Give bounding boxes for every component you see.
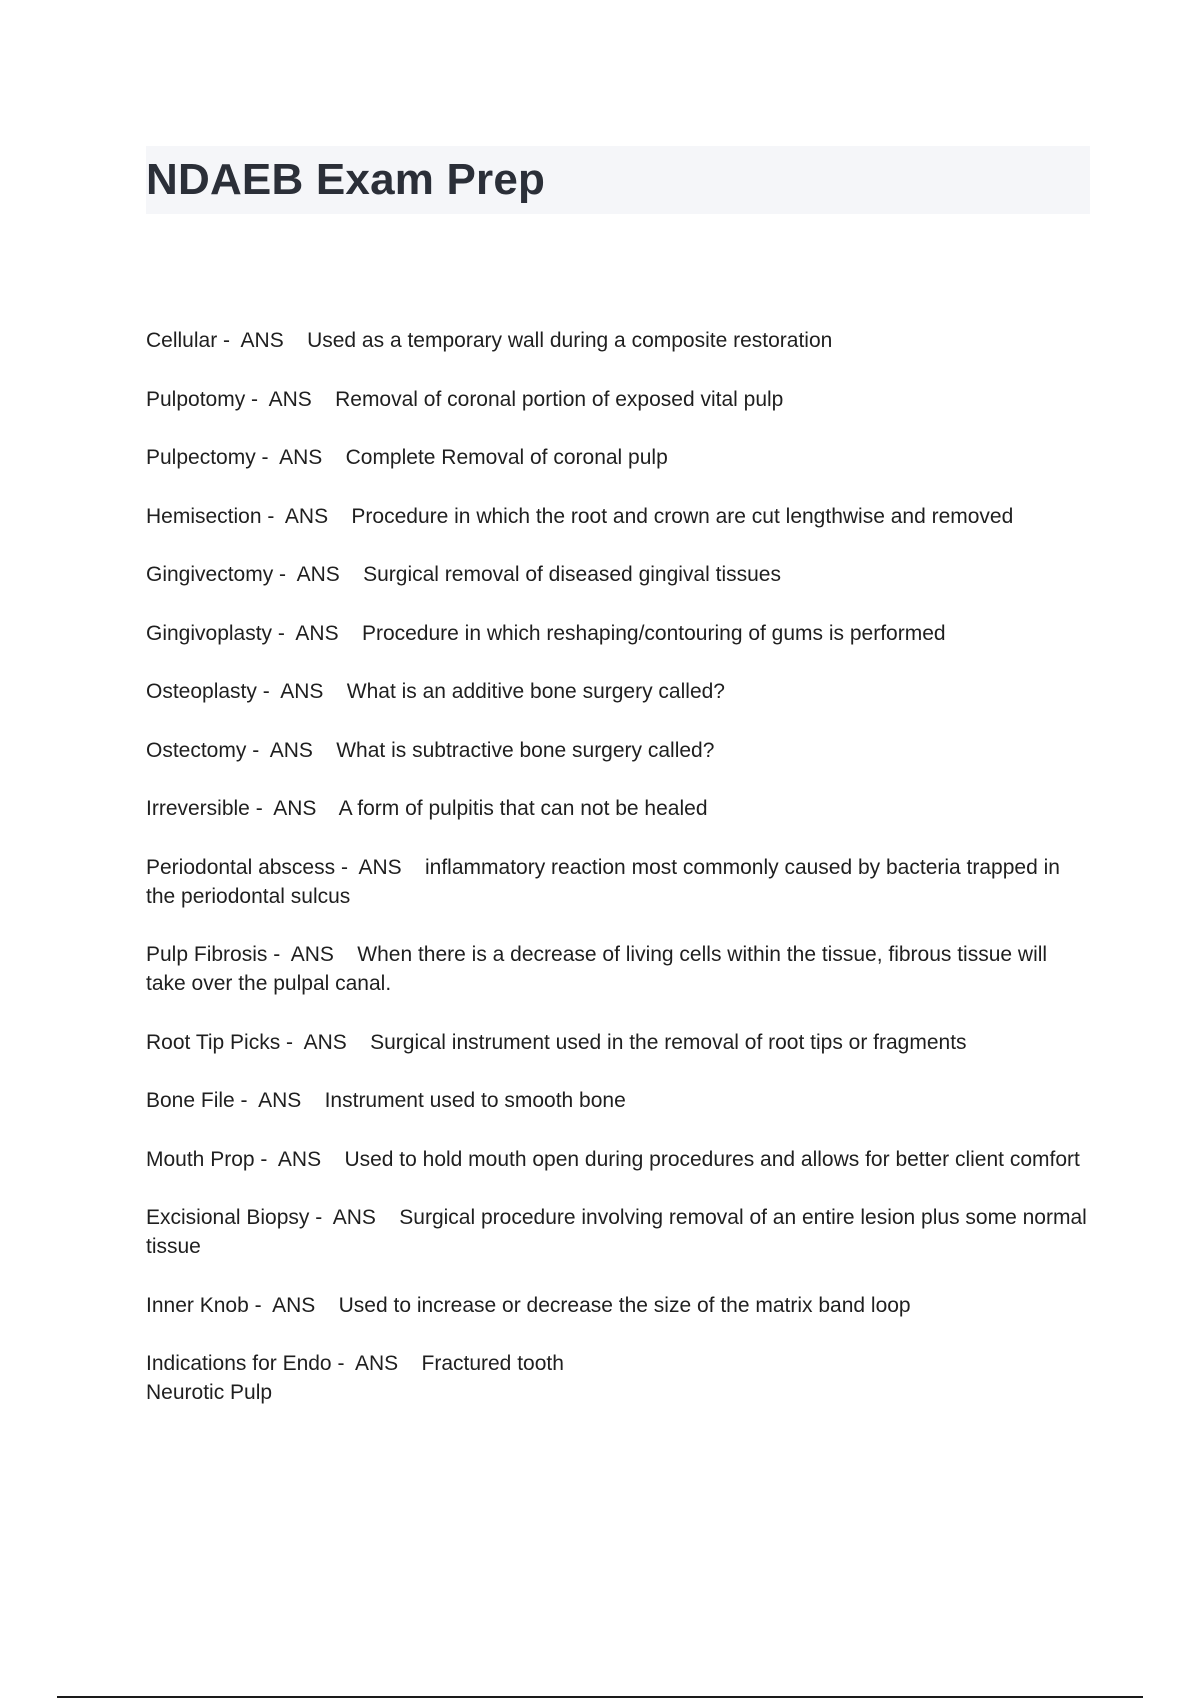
- answer-text: Instrument used to smooth bone: [324, 1089, 626, 1112]
- answer-marker: ANS: [269, 738, 313, 762]
- list-item: [146, 940, 1090, 998]
- answer-marker: ANS: [279, 446, 323, 469]
- separator: -: [249, 797, 274, 820]
- separator: -: [255, 446, 280, 469]
- page-title: NDAEB Exam Prep: [146, 155, 546, 204]
- term-text: Irreversible: [146, 797, 250, 820]
- term-text: Pulpectomy: [146, 446, 256, 469]
- term-text: Gingivectomy: [146, 563, 274, 586]
- separator: [402, 856, 425, 879]
- separator: [312, 388, 335, 411]
- separator: [376, 1206, 399, 1229]
- answer-marker: ANS: [290, 943, 334, 966]
- list-item: [146, 326, 1090, 355]
- separator: -: [280, 1030, 304, 1054]
- answer-marker: ANS: [358, 855, 402, 879]
- separator: [313, 739, 336, 762]
- answer-text: Fractured tooth Neurotic Pulp: [146, 1352, 564, 1404]
- answer-marker: ANS: [280, 680, 324, 703]
- answer-text: When there is a decrease of living cells within the tissue, fibrous tissue will take over the pulpal canal.: [146, 943, 1048, 995]
- list-item: [146, 1145, 1090, 1174]
- separator: [347, 1031, 370, 1054]
- term-text: Indications for Endo: [146, 1352, 332, 1375]
- separator: -: [217, 329, 241, 352]
- answer-text: Surgical removal of diseased gingival tissues: [363, 563, 781, 586]
- separator: [284, 329, 307, 352]
- answer-text: What is an additive bone surgery called?: [346, 680, 725, 703]
- answer-marker: ANS: [332, 1206, 376, 1229]
- separator: -: [248, 1293, 273, 1317]
- separator: -: [254, 1147, 278, 1171]
- list-item: [146, 853, 1090, 911]
- separator: [315, 1294, 338, 1317]
- answer-text: Used to hold mouth open during procedures and allows for better client comfort: [344, 1147, 1080, 1171]
- answer-marker: ANS: [273, 797, 317, 820]
- separator: -: [331, 1352, 355, 1375]
- answer-text: Procedure in which the root and crown are cut lengthwise and removed: [351, 504, 1014, 528]
- list-item: [146, 1203, 1090, 1261]
- separator: [398, 1352, 421, 1375]
- answer-text: A form of pulpitis that can not be healed: [338, 797, 708, 820]
- answer-marker: ANS: [277, 1147, 322, 1171]
- term-text: Osteoplasty: [146, 680, 257, 703]
- separator: -: [309, 1206, 333, 1229]
- separator: -: [273, 563, 297, 586]
- term-text: Hemisection: [146, 504, 262, 528]
- separator: -: [335, 855, 359, 879]
- separator: [339, 622, 362, 645]
- list-item: [146, 619, 1090, 648]
- separator: -: [246, 738, 270, 762]
- answer-marker: ANS: [284, 504, 329, 528]
- answer-marker: ANS: [296, 563, 340, 586]
- term-text: Bone File: [146, 1089, 235, 1112]
- answer-text: Removal of coronal portion of exposed vital pulp: [335, 387, 784, 411]
- separator: -: [245, 387, 269, 411]
- list-item: [146, 1086, 1090, 1115]
- flashcard-list: [146, 326, 1090, 1437]
- separator: -: [267, 943, 291, 966]
- list-item: [146, 502, 1090, 531]
- answer-text: Used as a temporary wall during a composite restoration: [307, 329, 833, 352]
- list-item: [146, 677, 1090, 706]
- term-text: Mouth Prop: [146, 1147, 255, 1171]
- answer-marker: ANS: [272, 1293, 316, 1317]
- separator: -: [234, 1089, 259, 1112]
- answer-marker: ANS: [240, 329, 284, 352]
- separator: -: [272, 621, 296, 645]
- answer-marker: ANS: [258, 1089, 302, 1112]
- term-text: Cellular: [146, 329, 218, 352]
- list-item: [146, 385, 1090, 414]
- list-item: [146, 1028, 1090, 1057]
- list-item: [146, 1349, 1090, 1407]
- answer-text: Procedure in which reshaping/contouring of gums is performed: [361, 621, 946, 645]
- list-item: [146, 736, 1090, 765]
- answer-text: What is subtractive bone surgery called?: [336, 738, 715, 762]
- separator: -: [256, 680, 281, 703]
- separator: [301, 1089, 324, 1112]
- term-text: Gingivoplasty: [146, 621, 273, 645]
- answer-text: inflammatory reaction most commonly caused by bacteria trapped in the periodontal sulcus: [146, 855, 1060, 908]
- footer-divider: [57, 1696, 1143, 1698]
- title-banner: [146, 146, 1090, 214]
- separator: [322, 446, 345, 469]
- answer-marker: ANS: [268, 387, 312, 411]
- list-item: [146, 794, 1090, 823]
- list-item: [146, 560, 1090, 589]
- separator: [323, 680, 346, 703]
- answer-text: Surgical instrument used in the removal of root tips or fragments: [370, 1030, 967, 1054]
- list-item: [146, 443, 1090, 472]
- list-item: [146, 1291, 1090, 1320]
- answer-text: Complete Removal of coronal pulp: [345, 446, 668, 469]
- answer-marker: ANS: [354, 1352, 399, 1375]
- term-text: Ostectomy: [146, 738, 247, 762]
- term-text: Excisional Biopsy: [146, 1206, 310, 1229]
- term-text: Pulp Fibrosis: [146, 943, 268, 966]
- answer-marker: ANS: [295, 621, 339, 645]
- separator: [321, 1148, 344, 1171]
- separator: [334, 943, 357, 966]
- separator: -: [261, 504, 285, 528]
- answer-marker: ANS: [303, 1030, 347, 1054]
- term-text: Root Tip Picks: [146, 1030, 281, 1054]
- term-text: Inner Knob: [146, 1293, 249, 1317]
- separator: [340, 563, 363, 586]
- separator: [328, 505, 351, 528]
- term-text: Pulpotomy: [146, 387, 246, 411]
- term-text: Periodontal abscess: [146, 855, 336, 879]
- answer-text: Surgical procedure involving removal of an entire lesion plus some normal tissue: [146, 1206, 1087, 1258]
- answer-text: Used to increase or decrease the size of the matrix band loop: [338, 1293, 911, 1317]
- separator: [316, 797, 338, 820]
